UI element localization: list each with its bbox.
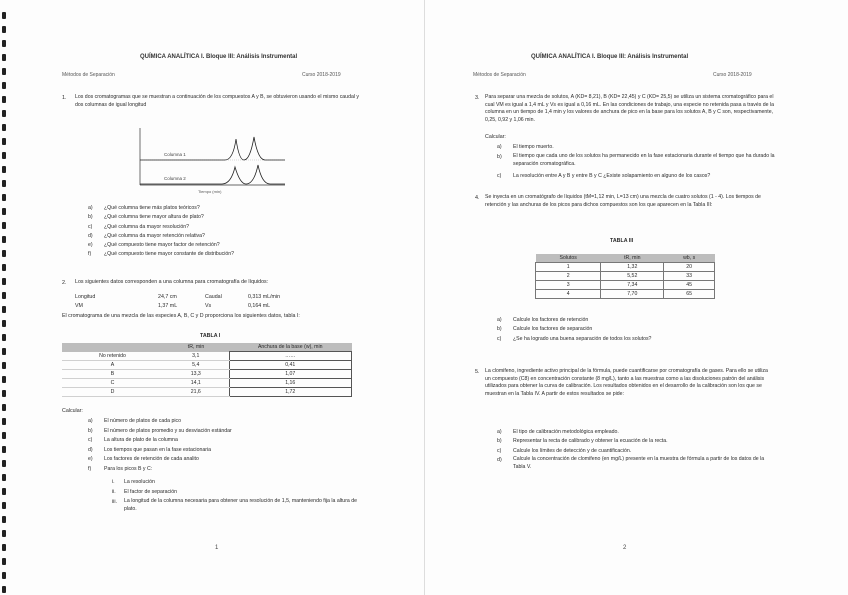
binder-hole xyxy=(2,446,6,453)
q4-item: a) Calcule los factores de retención xyxy=(497,317,589,323)
subheader-left: Métodos de Separación xyxy=(62,72,115,78)
table-row: No retenido 3,1 …… xyxy=(62,352,352,361)
q3-item: a) El tiempo muerto. xyxy=(497,144,554,150)
page-2 xyxy=(424,0,848,595)
binder-hole xyxy=(2,376,6,383)
table-1-title: TABLA I xyxy=(200,333,221,339)
binder-hole xyxy=(2,12,6,19)
binder-hole xyxy=(2,390,6,397)
q3-item-text: El tiempo que cada uno de los solutos ha permanecido en la fase estacionaria durante el tiempo que ha durado la separación cromatográfica. xyxy=(513,153,775,167)
q2-table-intro: El cromatograma de una mezcla de las especies A, B, C y D proporciona los siguientes datos, tabla I: xyxy=(62,313,300,319)
binder-hole xyxy=(2,544,6,551)
table-3 xyxy=(535,254,715,299)
table-header-row xyxy=(536,254,715,263)
binder-hole xyxy=(2,152,6,159)
q1-chromatogram xyxy=(130,125,290,195)
chart-x-label: Tiempo (min) xyxy=(198,189,222,194)
binder-hole xyxy=(2,96,6,103)
q2-subitem-letter: iii. xyxy=(112,499,118,505)
table-row: 4 7,70 65 xyxy=(536,290,715,299)
q2-item: a) El número de platos de cada pico xyxy=(88,418,181,424)
q2-subitem: ii. El factor de separación xyxy=(112,488,178,495)
q5-number: 5. xyxy=(475,369,480,375)
binder-hole xyxy=(2,292,6,299)
q1-number: 1. xyxy=(62,95,67,101)
column-1-trace xyxy=(140,137,285,160)
q1-items xyxy=(88,204,234,260)
q1-item: a) ¿Qué columna tiene más platos teóricos? xyxy=(88,205,200,211)
q5-item-text: Calcule la concentración de clomifeno (en mg/L) presente en la muestra de fórmula a partir de los datos de la Tabla V. xyxy=(513,456,765,470)
q5-item: a) El tipo de calibración metodológica empleado. xyxy=(497,429,619,435)
column-1-label: Columna 1 xyxy=(164,152,186,157)
q3-item-letter: b) xyxy=(497,154,502,160)
page-number: 1 xyxy=(215,545,219,551)
q5-text: La clomifeno, ingrediente activo principal de la fórmula, puede cuantificarse por cromatografía de gases. Para ello se utiliza un compuesto (C8) en concentración constante (8 mg/L), tanto a las muestras como a las disoluciones patrón del análisis utilizados para obtener la curva de calibración. Los resultados obtenidos en el desarrollo de la calibración son los que se muestran en la Tabla IV. A partir de estos resultados se pide: xyxy=(485,368,768,397)
q2-data-value: 24,7 cm xyxy=(158,294,177,300)
binder-hole xyxy=(2,166,6,173)
binder-hole xyxy=(2,124,6,131)
page-header: QUÍMICA ANALÍTICA I. Bloque III: Análisis Instrumental xyxy=(531,54,689,60)
binder-hole xyxy=(2,110,6,117)
table-header xyxy=(62,343,163,352)
page-header: QUÍMICA ANALÍTICA I. Bloque III: Análisis Instrumental xyxy=(140,54,298,60)
table-header: Anchura de la base (w), min xyxy=(229,343,352,352)
q3-number: 3. xyxy=(475,95,480,101)
table-1 xyxy=(62,343,352,397)
binder-hole xyxy=(2,264,6,271)
binder-hole xyxy=(2,502,6,509)
table-header: tR, min xyxy=(163,343,229,352)
q1-item: c) ¿Qué columna da mayor resolución? xyxy=(88,223,190,230)
binder-hole xyxy=(2,82,6,89)
q4-text: Se inyecta en un cromatógrafo de líquidos (tM=1,12 min, L=13 cm) una mezcla de cuatro solutos (1 - 4). Los tiempos de retención y las anchuras de los picos para dichos compuestos son los que aparecen en la Tabla III: xyxy=(485,194,761,208)
binder-hole xyxy=(2,320,6,327)
table-row: 2 5,52 33 xyxy=(536,272,715,281)
binder-hole xyxy=(2,278,6,285)
binder-hole xyxy=(2,572,6,579)
binder-hole xyxy=(2,586,6,593)
q2-text: Los siguientes datos corresponden a una columna para cromatografía de líquidos: xyxy=(75,279,269,285)
subheader-left: Métodos de Separación xyxy=(473,72,526,78)
q5-items xyxy=(497,428,668,456)
binder-hole xyxy=(2,68,6,75)
q3-item: c) La resolución entre A y B y entre B y C ¿Existe solapamiento en alguno de los casos? xyxy=(497,173,711,179)
subheader-right: Curso 2018-2019 xyxy=(302,72,341,78)
q2-calc-label: Calcular: xyxy=(62,408,83,414)
q1-item: d) ¿Qué columna da mayor retención relativa? xyxy=(88,232,205,239)
binder-hole xyxy=(2,40,6,47)
binder-hole xyxy=(2,26,6,33)
q3-items xyxy=(497,143,554,152)
q2-data-value: 0,313 mL/min xyxy=(248,294,281,300)
binder-hole xyxy=(2,138,6,145)
q2-item: b) El número de platos promedio y su desviación estándar xyxy=(88,427,232,434)
q5-item-letter: d) xyxy=(497,457,502,463)
table-header-row xyxy=(62,343,352,352)
q2-subitem: i. La resolución xyxy=(112,479,155,485)
q2-items xyxy=(88,417,232,475)
q1-item: b) ¿Qué columna tiene mayor altura de plato? xyxy=(88,214,204,221)
q1-text: Los dos cromatogramas que se muestran a continuación de los compuestos A y B, se obtuvieron usando el mismo caudal y dos columnas de igual longitud xyxy=(75,94,360,108)
q3-items xyxy=(497,172,710,181)
table-row: 3 7,34 45 xyxy=(536,281,715,290)
binder-hole xyxy=(2,530,6,537)
q1-item: e) ¿Qué compuesto tiene mayor factor de retención? xyxy=(88,242,220,249)
binder-hole xyxy=(2,558,6,565)
binder-hole xyxy=(2,432,6,439)
q2-item: e) Los factores de retención de cada analito xyxy=(88,456,199,463)
table-header: wb, s xyxy=(664,254,715,263)
q3-text: Para separar una mezcla de solutos, A (KD= 8,21), B (KD= 22,45) y C (KD= 25,5) se utiliza un sistema cromatográfico para el cual VM es igual a 1,4 mL y Vs es igual a 0,16 mL. En las condiciones de trabajo, una especie no retenida pasa a través de la columna en un tiempo de 1,4 min y los valores de anchura de pico en la base para los solutos A, B y C son, respectivamente, 0,25, 0,92 y 1,06 min. xyxy=(485,94,775,123)
binder-hole xyxy=(2,208,6,215)
binder-hole xyxy=(2,306,6,313)
q4-item: b) Calcule los factores de separación xyxy=(497,326,593,333)
table-row: B 13,3 1,07 xyxy=(62,370,352,379)
binder-holes xyxy=(0,0,14,595)
binder-hole xyxy=(2,474,6,481)
q2-number: 2. xyxy=(62,280,67,286)
binder-hole xyxy=(2,180,6,187)
binder-hole xyxy=(2,250,6,257)
table-row: 1 1,32 20 xyxy=(536,263,715,272)
subheader-right: Curso 2018-2019 xyxy=(713,72,752,78)
binder-hole xyxy=(2,194,6,201)
table-row: C 14,1 1,16 xyxy=(62,379,352,388)
binder-hole xyxy=(2,222,6,229)
q5-item: b) Representar la recta de calibrado y obtener la ecuación de la recta. xyxy=(497,438,668,445)
table-header: Solutos xyxy=(536,254,601,263)
column-2-label: Columna 2 xyxy=(164,176,186,181)
q2-subitem-text: La longitud de la columna necesaria para obtener una resolución de 1,5, manteniendo fija la altura de plato. xyxy=(124,498,358,512)
q2-item: f) Para los picos B y C: xyxy=(88,465,153,472)
q4-item: c) ¿Se ha logrado una buena separación de todos los solutos? xyxy=(497,335,652,342)
q2-data-label: Longitud xyxy=(75,294,96,300)
q5-item: c) Calcule los límites de detección y de cuantificación. xyxy=(497,447,632,454)
q2-subitems xyxy=(112,478,177,498)
q2-data-label: Vs xyxy=(205,303,212,309)
table-row: D 21,6 1,72 xyxy=(62,388,352,397)
binder-hole xyxy=(2,516,6,523)
table-3-title: TABLA III xyxy=(610,238,634,244)
binder-hole xyxy=(2,348,6,355)
binder-hole xyxy=(2,488,6,495)
q2-data-value: 1,37 mL xyxy=(158,303,178,309)
binder-hole xyxy=(2,362,6,369)
binder-hole xyxy=(2,334,6,341)
q2-data-label: Caudal xyxy=(205,294,222,300)
q2-data-label: VM xyxy=(75,303,83,309)
table-row: A 5,4 0,41 xyxy=(62,361,352,370)
column-2-trace xyxy=(140,165,285,184)
binder-hole xyxy=(2,236,6,243)
q1-item: f) ¿Qué compuesto tiene mayor constante de distribución? xyxy=(88,251,235,258)
binder-hole xyxy=(2,404,6,411)
binder-hole xyxy=(2,54,6,61)
q2-item: c) La altura de plato de la columna xyxy=(88,437,178,444)
q4-number: 4. xyxy=(475,195,480,201)
binder-hole xyxy=(2,418,6,425)
q2-data-value: 0,164 mL xyxy=(248,303,271,309)
q2-item: d) Los tiempos que pasan en la fase estacionaria xyxy=(88,446,211,453)
table-header: tR, min xyxy=(601,254,664,263)
page-number: 2 xyxy=(623,545,627,551)
q4-items xyxy=(497,316,651,344)
binder-hole xyxy=(2,460,6,467)
q3-calc-label: Calcular: xyxy=(485,134,506,140)
